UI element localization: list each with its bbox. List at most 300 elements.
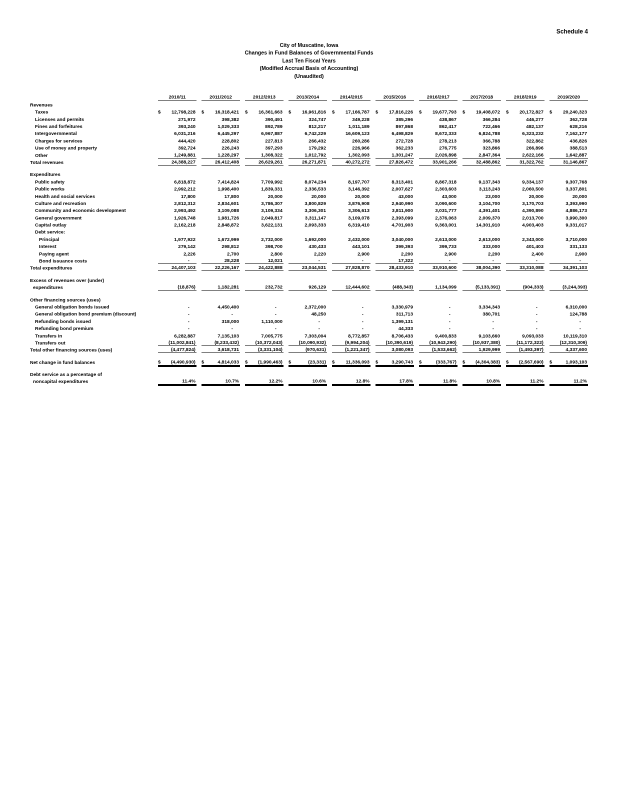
value-cell: [197, 151, 241, 158]
value: 3,334,343: [478, 304, 500, 310]
value-cell: [458, 346, 502, 353]
value-cell: [240, 339, 284, 346]
value: -: [361, 318, 364, 325]
value: 27,826,472: [376, 159, 415, 165]
table-row: [30, 151, 588, 158]
value: 20,000: [528, 193, 544, 200]
amount: 3,290,743: [391, 359, 413, 365]
value-cell: [414, 115, 458, 122]
value: 385,296: [395, 116, 413, 123]
value-cell: [197, 310, 241, 317]
value: -: [187, 311, 190, 318]
value-cell: [501, 283, 545, 290]
value-cell: [240, 178, 284, 185]
table-row: [30, 137, 588, 144]
row-label: Culture and recreation: [35, 200, 87, 207]
value: (4,477,824): [158, 347, 197, 353]
value-cell: [197, 178, 241, 185]
value-cell: [240, 317, 284, 324]
value-cell: [545, 137, 589, 144]
value: 124,788: [569, 311, 587, 318]
currency-symbol: $: [549, 359, 553, 365]
value: 1,839,331: [261, 186, 283, 193]
value: 7,303,004: [304, 333, 326, 339]
value-cell: [284, 317, 328, 324]
amount: 12,798,228: [171, 109, 196, 116]
value-cell: [371, 151, 415, 158]
value: -: [231, 311, 233, 318]
value-cell: [240, 221, 284, 228]
value-cell: [414, 346, 458, 353]
value: 6,818,872: [174, 179, 196, 185]
value-cell: [240, 257, 284, 264]
column-header: [153, 94, 197, 101]
column-header: [458, 94, 502, 101]
value-cell: [371, 346, 415, 353]
column-header-label: 2010/11: [158, 95, 197, 101]
value: 2,613,000: [435, 236, 457, 243]
value-cell: [153, 264, 197, 271]
schedule-number: Schedule 4: [556, 28, 588, 35]
value: 2,393,099: [391, 215, 413, 221]
value: 2,613,000: [478, 236, 500, 243]
row-label: Taxes: [35, 109, 49, 116]
value-cell: [284, 332, 328, 339]
value: 7,414,824: [217, 179, 239, 185]
row-label: General obligation bonds issued: [35, 304, 110, 310]
table-row: [30, 296, 588, 303]
value: -: [448, 326, 451, 332]
value-cell: [371, 303, 415, 310]
value: 1,029,333: [217, 123, 239, 130]
value: 3,170,703: [522, 200, 544, 207]
value: 399,393: [395, 244, 413, 250]
amount: (4,490,930): [170, 359, 196, 365]
value-cell: [545, 199, 589, 206]
value-cell: [501, 115, 545, 122]
value-cell: [197, 358, 241, 365]
value-cell: [545, 250, 589, 257]
value: 2,303,603: [435, 186, 457, 193]
value: 17,800: [180, 193, 196, 200]
row-label: Transfers out: [35, 340, 66, 346]
row-label: Expenditures: [30, 172, 61, 178]
amount: 20,240,323: [562, 109, 587, 116]
value-cell: [458, 324, 502, 331]
value-cell: [327, 122, 371, 129]
column-header: [197, 94, 241, 101]
value-cell: [240, 264, 284, 271]
value-cell: [327, 250, 371, 257]
value: -: [187, 326, 190, 332]
value-cell: [545, 358, 589, 365]
value: 443,101: [352, 244, 370, 250]
value-cell: [240, 122, 284, 129]
value: 2,372,000: [304, 304, 326, 310]
row-label: Excess of revenues over (under): [30, 277, 105, 284]
value: -: [448, 318, 451, 325]
value-cell: [501, 122, 545, 129]
value-cell: [197, 129, 241, 136]
value-cell: [501, 221, 545, 228]
value-cell: [327, 332, 371, 339]
value: 9,331,017: [565, 222, 587, 229]
value-cell: [371, 339, 415, 346]
value-cell: [240, 346, 284, 353]
value-cell: [153, 358, 197, 365]
value: 4,450,400: [217, 304, 239, 310]
value: 430,433: [308, 244, 326, 250]
value-cell: [197, 303, 241, 310]
value: 279,142: [178, 244, 196, 250]
value: 10,119,310: [563, 333, 587, 339]
value: 2,200: [400, 251, 413, 257]
value: 4,903,403: [522, 222, 544, 229]
value: 2,226: [183, 251, 196, 257]
row-label: Total revenues: [30, 159, 64, 166]
value: 8,867,318: [435, 179, 457, 185]
value: 24,422,888: [245, 265, 284, 271]
value: (1,221,347): [332, 347, 371, 353]
value: 266,896: [526, 145, 544, 152]
value: -: [535, 304, 538, 310]
value-cell: [327, 235, 371, 242]
value-cell: [284, 324, 328, 331]
value-cell: [414, 283, 458, 290]
value: 260,286: [352, 138, 370, 144]
value: -: [361, 304, 364, 310]
value-cell: [153, 339, 197, 346]
value-cell: [371, 192, 415, 199]
value: 10.6%: [289, 379, 328, 385]
value: 278,213: [439, 138, 457, 144]
value: (5,133,391): [463, 285, 502, 291]
value-cell: [284, 206, 328, 213]
value-cell: [371, 257, 415, 264]
value-cell: [327, 178, 371, 185]
value-cell: [371, 108, 415, 115]
value-cell: [414, 310, 458, 317]
value: -: [419, 258, 458, 264]
value: 227,813: [265, 138, 283, 144]
value: 444,420: [178, 138, 196, 144]
value: (3,331,104): [245, 347, 284, 353]
value-cell: [545, 206, 589, 213]
value: 266,432: [308, 138, 326, 144]
table-row: [30, 214, 588, 221]
value: (488,343): [376, 285, 415, 291]
value: (8,233,432): [202, 340, 241, 346]
value-cell: [327, 144, 371, 151]
value-cell: [197, 339, 241, 346]
value: -: [535, 326, 538, 332]
table-row: [30, 158, 588, 165]
value-cell: [414, 221, 458, 228]
value-cell: [371, 214, 415, 221]
column-header: [371, 94, 415, 101]
value: 17,322: [376, 258, 415, 264]
value: 32,488,862: [463, 159, 502, 165]
value-cell: [545, 235, 589, 242]
value: 2,848,872: [217, 222, 239, 229]
value: 3,330,979: [391, 304, 413, 310]
value: 22,226,167: [202, 265, 241, 271]
value-cell: [371, 378, 415, 385]
value-cell: [545, 324, 589, 331]
value-cell: [414, 358, 458, 365]
table-row: [30, 101, 588, 108]
value-cell: [458, 283, 502, 290]
amount: (2,567,690): [518, 359, 544, 365]
value-cell: [501, 317, 545, 324]
value: 28,433,910: [376, 265, 415, 271]
value: 388,513: [569, 145, 587, 152]
value-cell: [284, 257, 328, 264]
value: 2,812,312: [174, 200, 196, 207]
column-header-label: 2018/2019: [506, 95, 545, 101]
value-cell: [458, 144, 502, 151]
value-cell: [153, 178, 197, 185]
value-cell: [240, 115, 284, 122]
value-cell: [458, 129, 502, 136]
value-cell: [284, 214, 328, 221]
row-label: Capital outlay: [35, 222, 67, 229]
value: 26,271,871: [289, 159, 328, 165]
value-cell: [327, 108, 371, 115]
value: 3,080,093: [376, 347, 415, 353]
value: 24,388,227: [158, 159, 197, 165]
value-cell: [284, 144, 328, 151]
value-cell: [545, 346, 589, 353]
value: 2,992,212: [174, 186, 196, 193]
value-cell: [327, 206, 371, 213]
value-cell: [240, 332, 284, 339]
value-cell: [458, 332, 502, 339]
value: 2,732,000: [261, 236, 283, 243]
title-basis: (Modified Accrual Basis of Accounting): [259, 65, 359, 72]
value-cell: [371, 137, 415, 144]
value-cell: [414, 129, 458, 136]
row-label: Paying agent: [39, 251, 69, 257]
value-cell: [414, 206, 458, 213]
currency-symbol: $: [288, 359, 292, 365]
value: (1,493,397): [506, 347, 545, 353]
value-cell: [284, 137, 328, 144]
row-label: Revenues: [30, 102, 53, 108]
value: 9,137,343: [478, 179, 500, 185]
table-row: [30, 185, 588, 192]
value-cell: [501, 192, 545, 199]
value-cell: [458, 358, 502, 365]
value-cell: [240, 151, 284, 158]
value: 11.2%: [550, 379, 589, 385]
value-cell: [197, 199, 241, 206]
amount: 19,677,793: [432, 109, 457, 116]
value-cell: [371, 158, 415, 165]
value: -: [463, 258, 502, 264]
value: 438,867: [439, 116, 457, 123]
value-cell: [327, 324, 371, 331]
table-row: [30, 129, 588, 136]
row-label: Fines and forfeitures: [35, 123, 83, 130]
value-cell: [501, 324, 545, 331]
value: 3,618,731: [202, 347, 241, 353]
value-cell: [240, 129, 284, 136]
value: 38,004,390: [463, 265, 502, 271]
value-cell: [458, 137, 502, 144]
value: 311,713: [395, 311, 413, 318]
value: -: [187, 318, 190, 325]
value: (3,244,393): [550, 285, 589, 291]
value-cell: [458, 317, 502, 324]
value-cell: [327, 303, 371, 310]
value-cell: [414, 264, 458, 271]
value-cell: [153, 378, 197, 385]
value-cell: [371, 178, 415, 185]
value: 14,301,910: [475, 222, 500, 229]
value: 12.2%: [245, 379, 284, 385]
value-cell: [545, 144, 589, 151]
value-cell: [197, 214, 241, 221]
value-cell: [458, 310, 502, 317]
column-header-label: 2019/2020: [550, 95, 589, 101]
value: 6,310,000: [565, 304, 587, 310]
value: 43,000: [441, 193, 457, 200]
value-cell: [153, 310, 197, 317]
value: (10,390,619): [376, 340, 415, 346]
value-cell: [327, 339, 371, 346]
currency-symbol: $: [288, 109, 292, 116]
value-cell: [153, 283, 197, 290]
value-cell: [284, 235, 328, 242]
value: 362,233: [395, 145, 413, 152]
value-cell: [240, 358, 284, 365]
value: 436,826: [569, 138, 587, 144]
value-cell: [458, 158, 502, 165]
value-cell: [545, 317, 589, 324]
value-cell: [153, 235, 197, 242]
value: 3,393,990: [565, 200, 587, 207]
value: (10,372,043): [245, 340, 284, 346]
value-cell: [458, 235, 502, 242]
amount: 4,814,033: [217, 359, 239, 365]
header-spacer-cell: [30, 94, 153, 101]
value: 11.4%: [158, 379, 197, 385]
value-cell: [153, 257, 197, 264]
value: 3,306,613: [348, 208, 370, 214]
value-cell: [327, 151, 371, 158]
value-cell: [240, 158, 284, 165]
value-cell: [284, 185, 328, 192]
value-cell: [414, 242, 458, 249]
value: 16,609,123: [345, 131, 370, 137]
row-label: Total expenditures: [30, 265, 73, 272]
row-label: Other: [35, 152, 48, 159]
value: -: [318, 318, 320, 325]
value: 7,162,177: [565, 131, 587, 137]
value-cell: [327, 221, 371, 228]
value-cell: [414, 339, 458, 346]
value-cell: [501, 303, 545, 310]
value: 298,812: [221, 244, 239, 250]
value-cell: [414, 214, 458, 221]
value-cell: [197, 122, 241, 129]
value-cell: [284, 221, 328, 228]
table-row: [30, 170, 588, 177]
value-cell: [240, 283, 284, 290]
column-header-label: 2013/2014: [289, 95, 328, 101]
value-cell: [327, 158, 371, 165]
value-cell: [414, 158, 458, 165]
value-cell: [545, 221, 589, 228]
value: 398,700: [265, 244, 283, 250]
table-row: [30, 235, 588, 242]
column-header-label: 2011/2012: [202, 95, 241, 101]
value-cell: [371, 242, 415, 249]
value-cell: [153, 221, 197, 228]
value-cell: [414, 144, 458, 151]
value-cell: [240, 192, 284, 199]
value-cell: [197, 332, 241, 339]
value-cell: [545, 192, 589, 199]
value: 9,334,137: [522, 179, 544, 185]
value: 24,407,103: [158, 265, 197, 271]
value: 2,026,898: [419, 152, 458, 158]
value-cell: [414, 303, 458, 310]
value-cell: [153, 108, 197, 115]
value: 362,728: [569, 116, 587, 123]
value-cell: [197, 346, 241, 353]
value: 6,824,788: [478, 131, 500, 137]
value: 2,009,370: [478, 215, 500, 221]
row-label: Licenses and permits: [35, 116, 85, 123]
value-cell: [153, 242, 197, 249]
value-cell: [240, 324, 284, 331]
table-row: [30, 144, 588, 151]
table-row: [30, 264, 588, 271]
value: 2,993,492: [174, 208, 196, 214]
value-cell: [414, 108, 458, 115]
value: 318,000: [221, 318, 239, 325]
value: 2,700: [226, 251, 239, 257]
value-cell: [153, 332, 197, 339]
value-cell: [153, 214, 197, 221]
value: 2,093,333: [304, 222, 326, 229]
value: (11,002,841): [158, 340, 197, 346]
value: 892,789: [265, 123, 283, 130]
value: 43,000: [398, 193, 413, 200]
value: 8,074,234: [304, 179, 326, 185]
value-cell: [371, 250, 415, 257]
value: 398,382: [221, 116, 239, 123]
table-row: [30, 358, 588, 365]
value-cell: [545, 115, 589, 122]
value-cell: [371, 115, 415, 122]
row-label: General obligation bond premium (discount): [35, 311, 137, 318]
value: (1,533,662): [419, 347, 458, 353]
value-cell: [153, 144, 197, 151]
table-row: [30, 221, 588, 228]
value: 3,113,243: [478, 186, 500, 193]
value: 1,981,726: [217, 215, 239, 221]
value: 2,049,817: [261, 215, 283, 221]
value-cell: [545, 242, 589, 249]
table-row: [30, 276, 588, 283]
value-cell: [501, 346, 545, 353]
value-cell: [414, 378, 458, 385]
value-cell: [153, 151, 197, 158]
value: 2,376,063: [435, 215, 457, 221]
